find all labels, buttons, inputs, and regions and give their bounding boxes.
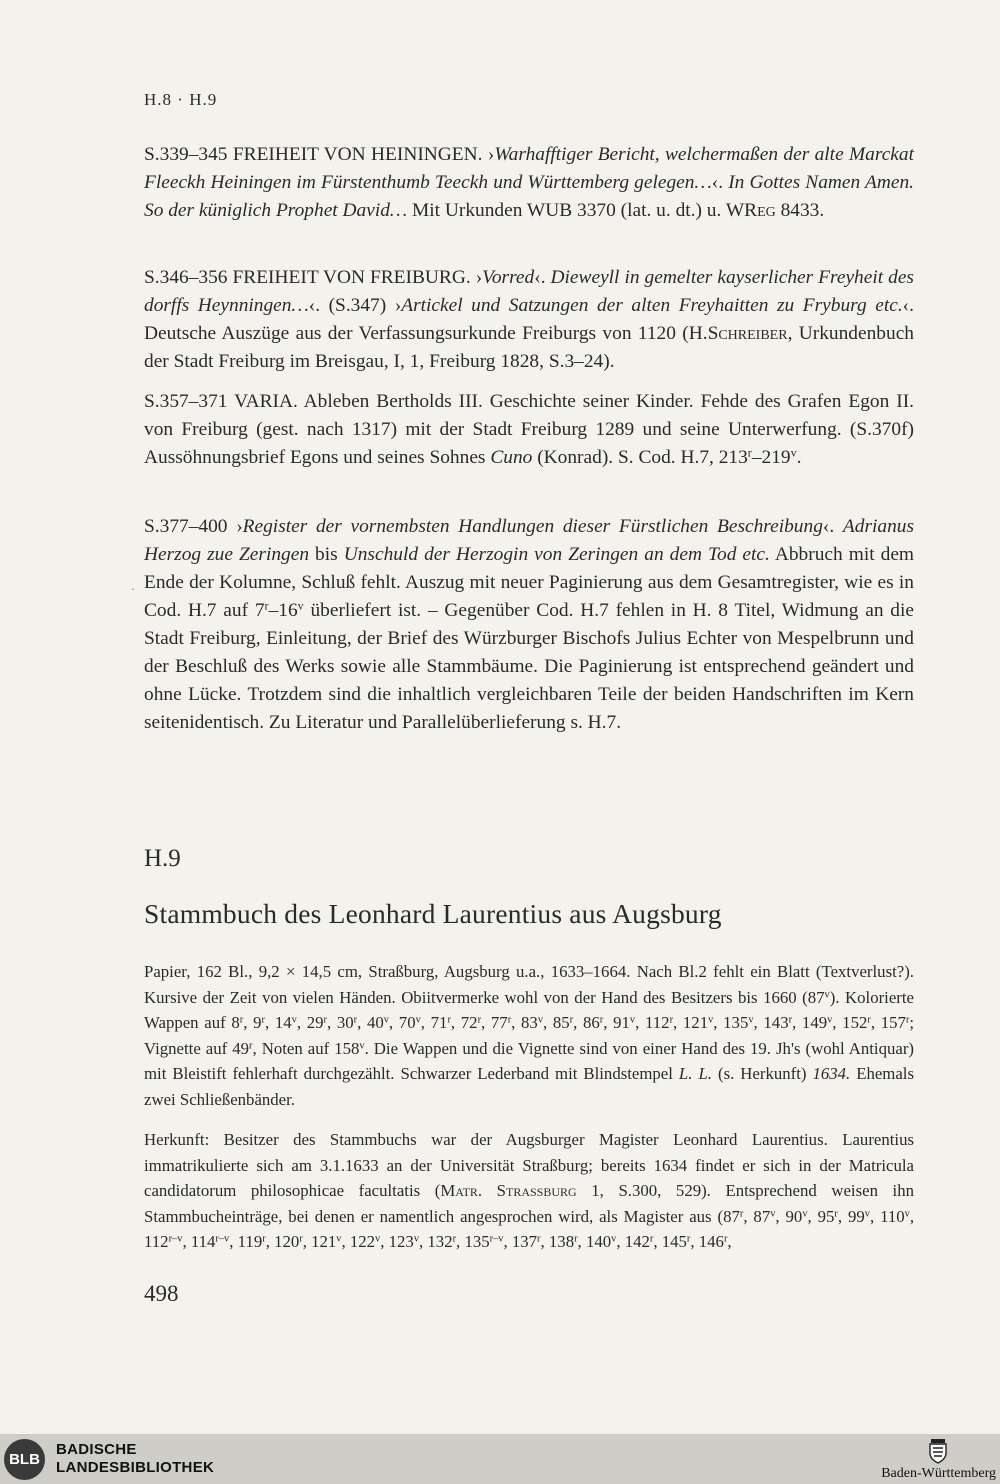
page-number: 498	[144, 1281, 179, 1306]
manuscript-title: Stammbuch des Leonhard Laurentius aus Augsburg	[144, 898, 722, 929]
entry-freiheit-heiningen: S.339–345 FREIHEIT VON HEININGEN. ›Warhafftiger Bericht, welchermaßen der alte Marckat Fleeckh Heiningen im Fürstenthumb Teeckh und Württemberg gelegen…‹. In Gottes Namen Amen. So der küniglich Prophet David… Mit Urkunden WUB 3370 (lat. u. dt.) u. WReg 8433.	[144, 144, 915, 221]
entry-varia: S.357–371 VARIA. Ableben Bertholds III. Geschichte seiner Kinder. Fehde des Grafen Egon II. von Freiburg (gest. nach 1317) mit der Stadt Freiburg 1289 und seine Unterwerfung. (S.370f) Aussöhnungsbrief Egons und seines Sohnes Cuno (Konrad). S. Cod. H.7, 213$^r$–219$^v$.	[144, 391, 914, 468]
entry-register: S.377–400 ›Register der vornembsten Handlungen dieser Fürstlichen Beschreibung‹. Adrianus Herzog zue Zeringen bis Unschuld der Herzogin von Zeringen an dem Tod etc. Abbruch mit dem Ende der Kolumne, Schluß fehlt. Auszug mit neuer Paginierung aus dem Gesamtregister, wie es in Cod. H.7 auf 7$^r$–16$^v$ überliefert ist. – Gegenüber Cod. H.7 fehlen in H. 8 Titel, Widmung an die Stadt Freiburg, Einleitung, der Brief des Würzburger Bischofs Julius Echter von Mespelbrunn und der Beschluß des Werks sowie alle Stammbäume. Die Paginierung ist entsprechend geändert und ohne Lücke. Trotzdem sind die inhaltlich vergleichbaren Teile der beiden Handschriften im Kern seitenidentisch. Zu Literatur und Parallelüberlieferung s. H.7.	[144, 516, 915, 733]
page-range: S.357–371	[144, 391, 228, 412]
provenance: Herkunft: Besitzer des Stammbuchs war der Augsburger Magister Leonhard Laurentius. Laurentius immatrikulierte sich am 3.1.1633 an der Universität Straßburg; bereits 1634 findet er sich in der Matricula candidatorum philosophicae facultatis (Matr. Strassburg 1, S.300, 529). Entsprechend weisen ihn Stammbucheinträge, bei denen er namentlich angesprochen wird, als Magister aus (87$^r$, 87$^v$, 90$^v$, 95$^r$, 99$^v$, 110$^v$, 112$^{r-v}$, 114$^{r-v}$, 119$^r$, 120$^r$, 121$^v$, 122$^v$, 123$^v$, 132$^r$, 135$^{r-v}$, 137$^r$, 138$^r$, 140$^v$, 142$^r$, 145$^r$, 146$^r$,	[144, 1130, 915, 1252]
entry-freiheit-freiburg: S.346–356 FREIHEIT VON FREIBURG. ›Vorred‹. Dieweyll in gemelter kayserlicher Freyheit des dorffs Heynningen…‹. (S.347) ›Artickel und Satzungen der alten Freyhaitten zu Fryburg etc.‹. Deutsche Auszüge aus der Verfassungsurkunde Freiburgs von 1120 (H.Schreiber, Urkundenbuch der Stadt Freiburg im Breisgau, I, 1, Freiburg 1828, S.3–24).	[144, 267, 914, 372]
blb-name[interactable]: BADISCHE LANDESBIBLIOTHEK	[56, 1441, 215, 1476]
page-range: S.377–400	[144, 516, 228, 537]
shelfmark-heading: H.9	[144, 845, 181, 872]
running-head: H.8 · H.9	[144, 90, 218, 109]
physical-description: Papier, 162 Bl., 9,2 × 14,5 cm, Straßburg, Augsburg u.a., 1633–1664. Nach Bl.2 fehlt ein Blatt (Textverlust?). Kursive der Zeit von vielen Händen. Obiitvermerke wohl von der Hand des Besitzers bis 1660 (87$^v$). Kolorierte Wappen auf 8$^r$, 9$^r$, 14$^v$, 29$^r$, 30$^r$, 40$^v$, 70$^v$, 71$^r$, 72$^r$, 77$^r$, 83$^v$, 85$^r$, 86$^r$, 91$^v$, 112$^r$, 121$^v$, 135$^v$, 143$^r$, 149$^v$, 152$^r$, 157$^r$; Vignette auf 49$^r$, Noten auf 158$^v$. Die Wappen und die Vignette sind von einer Hand des 19. Jh's (wohl Antiquar) mit Bleistift fehlerhaft durchgezählt. Schwarzer Lederband mit Blindstempel L. L. (s. Herkunft) 1634. Ehemals zwei Schließenbänder.	[144, 962, 914, 1109]
coat-of-arms-icon	[926, 1436, 950, 1464]
margin-mark: ·	[131, 582, 135, 596]
section-heading: FREIHEIT VON HEININGEN.	[232, 144, 483, 165]
section-heading: FREIHEIT VON FREIBURG.	[232, 267, 471, 288]
baden-wuerttemberg-label[interactable]: Baden-Württemberg	[881, 1466, 996, 1481]
page-range: S.346–356	[144, 267, 228, 288]
page-range: S.339–345	[144, 144, 228, 165]
blb-logo-icon[interactable]: BLB	[4, 1439, 45, 1480]
section-heading: VARIA.	[234, 391, 298, 412]
